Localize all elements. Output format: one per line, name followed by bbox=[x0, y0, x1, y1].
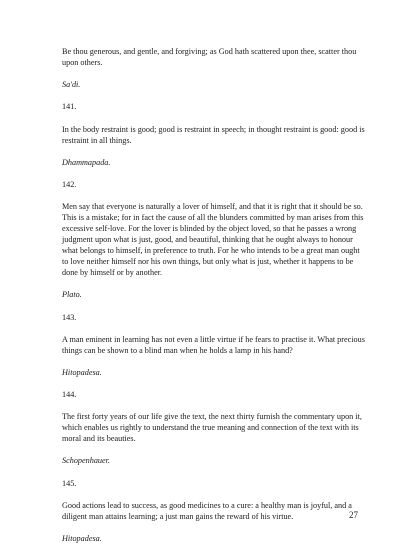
quote-text: In the body restraint is good; good is restraint in speech; in thought restraint is good: good is restraint in all things. bbox=[62, 124, 365, 145]
quote-text: Be thou generous, and gentle, and forgiving; as God hath scattered upon thee, scatter thou upon others. bbox=[62, 47, 357, 67]
quote-attribution: Sa'di. bbox=[62, 80, 81, 90]
quote-number: 145. bbox=[62, 478, 77, 488]
quote-attribution: Schopenhauer. bbox=[62, 456, 110, 466]
quote-attribution: Dhammapada. bbox=[62, 157, 111, 167]
quote-text: The first forty years of our life give the text, the next thirty furnish the commentary upon it, which enables us rightly to understand the true meaning and connection of the text with its moral and its beauties. bbox=[62, 412, 362, 444]
quote-attribution: Hitopadesa. bbox=[62, 534, 102, 543]
quote-attribution: Plato. bbox=[62, 290, 82, 300]
page-number: 27 bbox=[349, 510, 358, 520]
quote-attribution: Hitopadesa. bbox=[62, 367, 102, 377]
page-body bbox=[62, 46, 366, 555]
quote-number: 144. bbox=[62, 390, 77, 400]
quote-number: 143. bbox=[62, 312, 77, 322]
quote-number: 142. bbox=[62, 179, 77, 189]
quote-text: Men say that everyone is naturally a lover of himself, and that it is right that it should be so. This is a mistake; for in fact the cause of all the blunders committed by man arises from this excessive self-love. For the lover is blinded by the object loved, so that he passes a wrong judgment upon what is just, good, and beautiful, thinking that he ought always to honour what belongs to himself, in preference to truth. For he who intends to be a great man ought to love neither himself nor his own things, but only what is just, whether it happens to be done by himself or by another. bbox=[62, 202, 364, 278]
quote-text: A man eminent in learning has not even a little virtue if he fears to practise it. What precious things can be shown to a blind man when he holds a lamp in his hand? bbox=[62, 334, 365, 355]
quote-number: 141. bbox=[62, 102, 77, 112]
quote-text: Good actions lead to success, as good medicines to a cure: a healthy man is joyful, and a diligent man attains learning; a just man gains the reward of his virtue. bbox=[62, 500, 352, 521]
